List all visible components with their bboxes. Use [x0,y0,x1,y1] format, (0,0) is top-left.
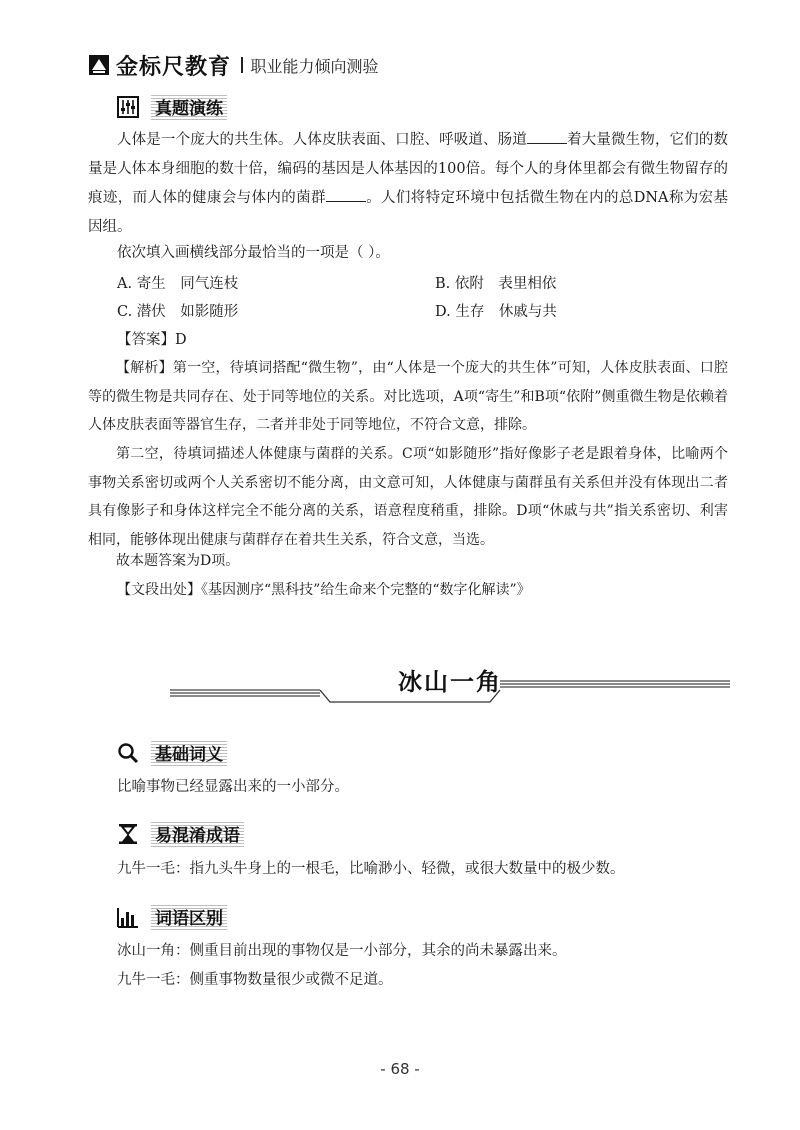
fill-blank-1 [527,129,567,144]
option-d: D. 生存 休戚与共 [435,304,557,320]
page-header [88,50,379,80]
options-row-2 [117,298,677,326]
analysis-paragraph-1 [88,354,728,440]
answer-line: 【答案】D [117,332,187,348]
fill-blank-2 [326,187,366,202]
source-citation: 【文段出处】《基因测序“黑科技”给生命来个完整的“数字化解读”》 [117,582,531,598]
difference-line-1: 冰山一角：侧重目前出现的事物仅是一小部分，其余的尚未暴露出来。 [117,943,567,959]
section-heading-meaning [117,739,227,766]
idiom-banner [170,662,730,708]
confusing-idiom-text: 九牛一毛：指九头牛身上的一根毛，比喻渺小、轻微，或很大数量中的极少数。 [117,861,625,877]
brand-name: 金标尺教育 [116,54,232,80]
analysis-text-1: 【解析】第一空，待填词搭配“微生物”，由“人体是一个庞大的共生体”可知，人体皮肤表面、口腔等的微生物是共同存在、处于同等地位的关系。对比选项，A项“寄生”和B项“依附”侧重微生物是依赖着人体皮肤表面等器官生存，二者并非处于同等地位，不符合文意，排除。 [88,360,728,433]
option-a: A. 寄生 同气连枝 [117,276,239,292]
section-title: 词语区别 [151,903,227,930]
equalizer-icon [117,96,139,118]
question-paragraph [88,126,728,242]
analysis-paragraph-2: 第二空，待填词描述人体健康与菌群的关系。C项“如影随形”指好像影子老是跟着身体，比喻两个事物关系密切或两个人关系密切不能分离，由文意可知，人体健康与菌群虽有关系但并没有体现出二者具有像影子和身体这样完全不能分离的关系，语意程度稍重，排除。D项“休戚与共”指关系密切、利害相同，能够体现出健康与菌群存在着共生关系，符合文意，当选。 [88,446,728,548]
options-row-1 [117,270,677,298]
section-title: 基础词义 [151,739,227,766]
analysis-paragraph-3: 故本题答案为D项。 [116,553,240,569]
question-text-3: 。人们将特定环境中包括微生物在内的总DNA称为宏基因组。 [88,190,728,235]
question-prompt: 依次填入画横线部分最恰当的一项是（ ）。 [117,245,390,261]
header-subtitle: 职业能力倾向测验 [250,56,379,76]
header-divider [241,57,243,73]
option-b: B. 依附 表里相依 [435,276,557,292]
section-title: 易混淆成语 [151,820,244,847]
magnifier-icon [117,742,139,764]
section-heading-confusing [117,820,244,847]
question-text-2: 着大量微生物，它们的数量是人体本身细胞的数十倍，编码的基因是人体基因的100倍。每个人的身体里都会有微生物留存的痕迹，而人体的健康会与体内的菌群 [88,132,729,206]
page-number: - 68 - [380,1060,420,1078]
banner-title: 冰山一角 [398,668,502,696]
section-heading-practice [117,93,227,120]
answer-options [117,270,677,326]
question-text-1: 人体是一个庞大的共生体。人体皮肤表面、口腔、呼吸道、肠道 [117,132,527,148]
section-heading-difference [117,903,227,930]
section-title: 真题演练 [151,93,227,120]
option-c: C. 潜伏 如影随形 [117,304,239,320]
difference-line-2: 九牛一毛：侧重事物数量很少或微不足道。 [117,972,393,988]
hourglass-icon [117,823,139,845]
brand-logo-icon [88,54,110,76]
meaning-text: 比喻事物已经显露出来的一小部分。 [117,779,349,795]
bar-chart-icon [117,906,139,928]
